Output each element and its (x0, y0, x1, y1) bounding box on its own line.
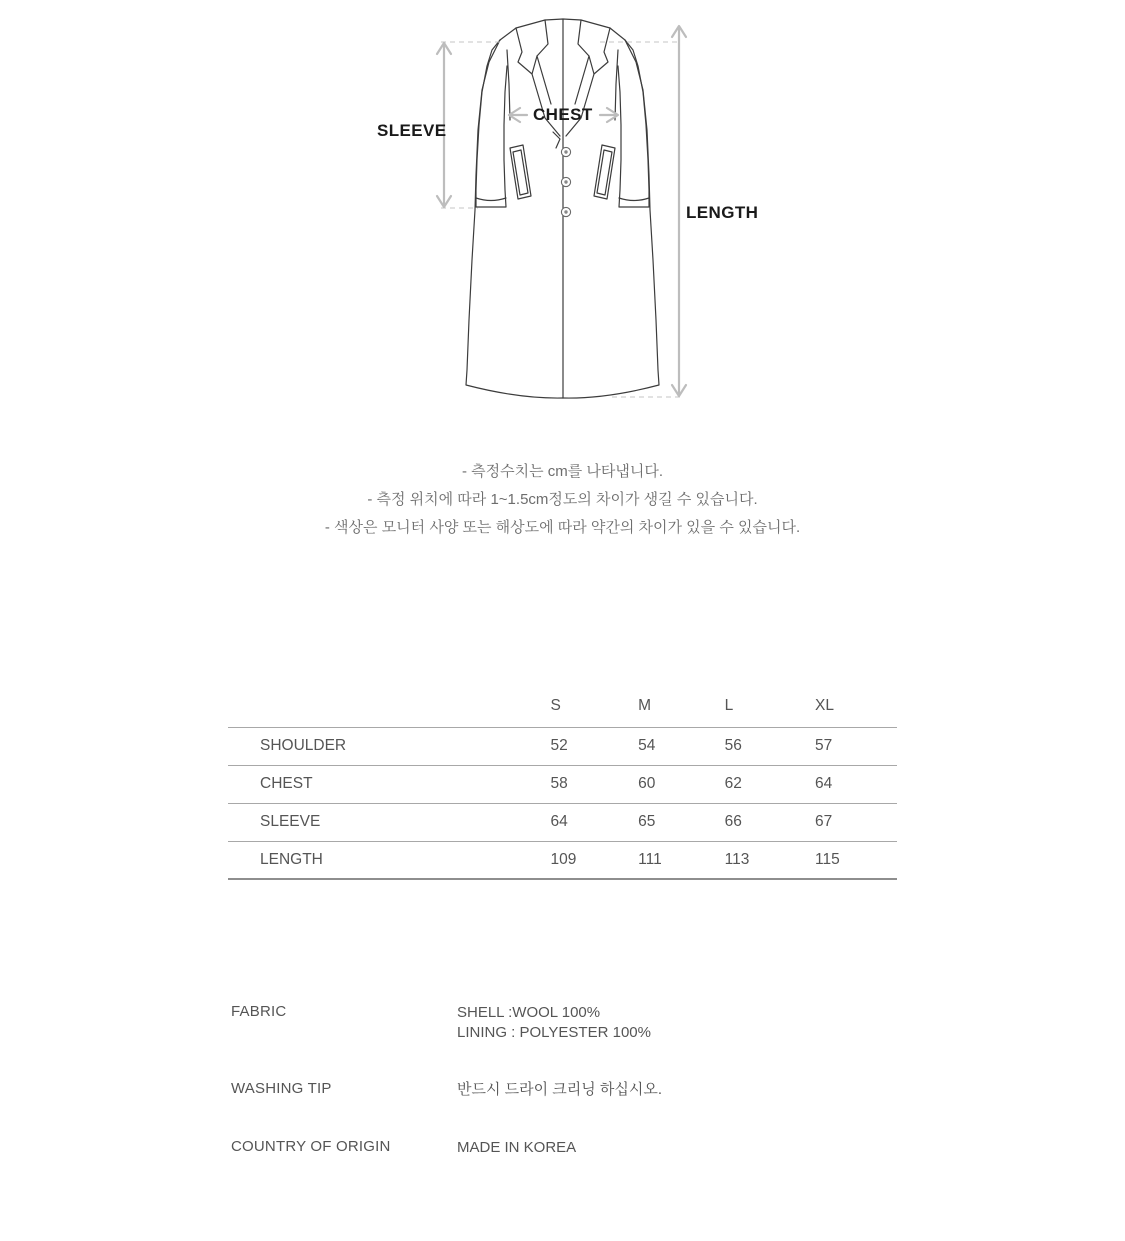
header-cell-m: M (638, 697, 652, 715)
table-row (228, 765, 897, 803)
table-header-row (228, 686, 897, 727)
header-cell-xl: XL (815, 697, 834, 715)
header-cell-corner (228, 686, 551, 727)
length-measurement-label: LENGTH (686, 203, 759, 222)
table-row (228, 727, 897, 765)
table-row (228, 803, 897, 841)
spec-row-washing-tip (231, 1080, 931, 1138)
spec-row-country-of-origin (231, 1138, 931, 1196)
coat-right-collar (578, 20, 610, 74)
cell-sleeve-m: 65 (638, 803, 725, 841)
cell-length-m: 111 (638, 841, 725, 879)
coat-button-2 (561, 177, 570, 186)
coat-technical-drawing (0, 0, 1125, 430)
coat-left-pocket-inner (513, 150, 528, 195)
coat-left-sleeve (476, 40, 507, 207)
coat-right-pocket-inner (597, 150, 612, 195)
coat-right-cuff-line (619, 198, 649, 201)
size-chart-header (228, 686, 897, 727)
spec-row-fabric (231, 1003, 931, 1080)
row-label-shoulder: SHOULDER (228, 727, 551, 765)
spec-term-fabric: FABRIC (231, 1003, 287, 1020)
coat-button-3 (561, 207, 570, 216)
cell-sleeve-xl: 67 (815, 803, 897, 841)
size-chart-table (228, 686, 897, 880)
cell-sleeve-l: 66 (725, 803, 815, 841)
coat-left-cuff-line (476, 198, 506, 201)
cell-length-xl: 115 (815, 841, 897, 879)
header-cell-l: L (724, 697, 734, 715)
spec-term-washing-tip: WASHING TIP (231, 1080, 332, 1097)
cell-shoulder-m: 54 (638, 727, 725, 765)
spec-desc-fabric (457, 1003, 651, 1043)
row-label-length: LENGTH (228, 841, 551, 879)
cell-chest-s: 58 (551, 765, 639, 803)
product-specifications (231, 1003, 931, 1196)
cell-length-l: 113 (725, 841, 815, 879)
cell-chest-xl: 64 (815, 765, 897, 803)
row-label-chest: CHEST (228, 765, 551, 803)
cell-chest-l: 62 (725, 765, 815, 803)
coat-button-1 (561, 147, 570, 156)
dimension-guide-lines (441, 42, 681, 397)
coat-left-armhole-seam (507, 50, 510, 120)
coat-right-armhole-seam (615, 50, 618, 120)
spec-desc-washing-tip (457, 1080, 662, 1100)
size-chart-body (228, 727, 897, 879)
note-line-2: - 측정 위치에 따라 1~1.5cm정도의 차이가 생길 수 있습니다. (367, 491, 758, 508)
table-row (228, 841, 897, 879)
spec-term-country-of-origin: COUNTRY OF ORIGIN (231, 1138, 391, 1155)
spec-fabric-shell: SHELL :WOOL 100% (457, 1004, 601, 1021)
note-line-1: - 측정수치는 cm를 나타냅니다. (461, 463, 664, 480)
measurement-notes (0, 458, 1125, 542)
note-line-3: - 색상은 모니터 사양 또는 해상도에 따라 약간의 차이가 있을 수 있습니다. (324, 519, 801, 536)
size-guide-illustration (0, 0, 1125, 430)
cell-shoulder-s: 52 (551, 727, 639, 765)
cell-length-s: 109 (551, 841, 639, 879)
chest-measurement-label: CHEST (533, 105, 593, 124)
cell-sleeve-s: 64 (551, 803, 639, 841)
cell-shoulder-l: 56 (725, 727, 815, 765)
coat-right-sleeve (618, 40, 649, 207)
spec-washing-instruction: 반드시 드라이 크리닝 하십시오. (457, 1081, 663, 1098)
cell-chest-m: 60 (638, 765, 725, 803)
sleeve-measurement-label: SLEEVE (377, 121, 447, 140)
spec-origin-value: MADE IN KOREA (457, 1139, 577, 1156)
coat-left-collar (516, 20, 548, 74)
length-dimension-arrow (672, 26, 686, 396)
spec-desc-country-of-origin (457, 1138, 576, 1158)
cell-shoulder-xl: 57 (815, 727, 897, 765)
row-label-sleeve: SLEEVE (228, 803, 551, 841)
spec-fabric-lining: LINING : POLYESTER 100% (457, 1024, 651, 1041)
header-cell-s: S (550, 697, 561, 715)
